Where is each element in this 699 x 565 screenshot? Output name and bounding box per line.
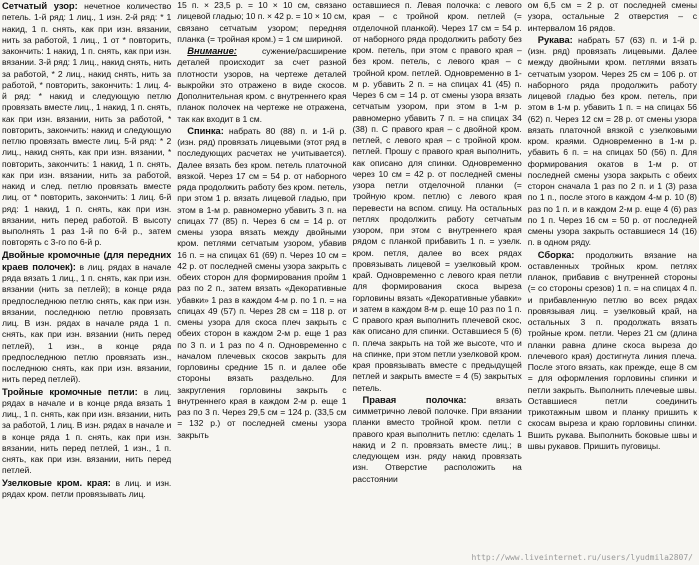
paragraph-text: в лиц. рядах в начале ряда вязать 1 лиц., 1 п. снять, как при изн. вязании (нить за петлей); в конце ряда предпоследнюю петлю снять, как при изн. вязании, последнюю петлю провязать лиц. В изн. рядах в начале ряда 1 п. снять, как при изн. вязании (нить перед петлей), 1 изн., в конце ряда предпоследнюю петлю провязать изн., последнюю снять, как при изн. вязании, нить перед петлей).: [2, 261, 172, 385]
text-column-2: [177, 0, 346, 565]
paragraph-text: сужение/расширение деталей происходит за счет разной плотности узоров, на чертеже деталей выкройки это отражено в виде скосов. Дополнительная кром. с внутреннего края планок полочек на чертеже не отражена, так как входит в 1 см.: [177, 46, 347, 124]
paragraph: [2, 477, 171, 501]
paragraph: [2, 249, 171, 386]
paragraph: [353, 0, 522, 394]
paragraph-text: нечетное количество петель. 1-й ряд: 1 лиц., 1 изн. 2-й ряд: * 1 накид, 1 п. снять, как при изн. вязании, нить за работой, 1 лиц., 1 от * повторить, закончить: 1 накид, 1 п. снять, как при изн. вязании. 3-й ряд: 1 лиц., накид снять, нить за работой, * 2 лиц., накид снять, нить за работой, * повторить, закончить: 1 лиц. 4-й ряд: * накид и следующую петлю провязать вместе лиц., 1 накид, 1 п. снять, как при изн. вязании, нить за работой, * повторить, закончить: накид и следующую петлю провязать вместе лиц. 5-й ряд: * 2 лиц., накид снять, как при изн. вязании, * повторить, закончить: 1 накид, 1 п. снять, как при изн. вязании, нить за работой, накид и след. петлю провязать вместе лиц. от * повторить, закончить: 1 лиц. 6-й ряд: 1 накид, 1 п. снять, как при изн. вязании, нить перед работой. В высоту выполнять 1 раз 1-й по 6-й р., затем повторять с 3-го по 6-й р.: [2, 1, 172, 248]
section-heading: Спинка:: [187, 124, 224, 136]
paragraph: [528, 0, 697, 34]
paragraph: [2, 386, 171, 477]
paragraph: [177, 125, 346, 441]
paragraph-text: в лиц. рядах в начале и в конце ряда вязать 1 лиц., 1 п. снять, как при изн. вязании, нить за работой, 1 лиц. В изн. рядах в начале и в конце ряда 1 п. снять, как при изн. вязании, нить перед петлей, 1 изн., 1 п. снять, как при изн. вязании, нить перед петлей.: [2, 386, 172, 476]
section-heading: Сетчатый узор:: [2, 0, 78, 11]
paragraph: [528, 249, 697, 453]
paragraph-text: 15 п. × 23,5 р. = 10 × 10 см, связано лицевой гладью; 10 п. × 42 р. = 10 × 10 см, связано сетчатым узором; передняя планка (= тройная кром.) = 1 см шириной.: [177, 0, 347, 44]
paragraph-text: набрать 57 (63) п. и 1-й р. (изн. ряд) провязать лицевыми. Далее между двойными кром. петлями вязать сетчатым узором. Через 25 см = 106 р. от наборного ряда продолжить работу лицевой гладью без кром. петель, при этом в 1-м р. убавить 1 п. = на спицах 56 (62) п. Через 12 см = 28 р. от смены узора вязать платочной вязкой с узелковыми кром. краями. Одновременно в 1-м р. убавить 6 п. = на спицах 50 (56) п. Для формирования окатов в 1-м р. от последней смены узора закрыть с обеих сторон сначала 1 раз по 2 п. и 1 (3) раза по 1 п., после этого в каждом 4-м р. 10 (8) раз по 1 п. и в каждом 2-м р. еще 4 (6) раз по 1 п. Через 16 см = 50 р. от последней смены узора закрыть оставшиеся 14 (16) п. в одном ряду.: [527, 34, 697, 248]
text-column-3: [353, 0, 522, 565]
paragraph: [177, 0, 346, 45]
paragraph-text: в лиц. и изн. рядах кром. петли провязывать лиц.: [2, 477, 172, 499]
section-heading: Двойные кромочные (для передних краев полочек):: [2, 248, 172, 272]
section-heading: Правая полочка:: [362, 393, 467, 405]
paragraph: [177, 45, 346, 125]
paragraph-text: оставшиеся п. Левая полочка: с левого края – с тройной кром. петлей (= отделочной планкой). Через 17 см = 54 р. от наборного ряда продолжить работу без кром. петель, при этом с правого края – без кром. петель, с левого края – с тройной кром. петлей. Одновременно в 1-м р. убавить 2 п. = на спицах 41 (45) п. Через 6 см = 14 р. от смены узора вязать сетчатым узором, при этом в 1-м р. равномерно убавить 7 п. = на спицах 34 (38) п. С правого края – с двойной кром. петлей, с левого края – с тройной кром. петлей. Прошу с правого края выполнить, как описано для спинки. Одновременно через 10 см = 42 р. от последней смены узора петли отделочной планки (= тройную кром. петлю) с левого края перевести на вспом. спицу. На остальных петлях продолжить работу сетчатым узором, при этом с внутреннего края рядом с планкой прибавить 1 п. = узелк. кром. петля, далее во всех рядах провязывать лицевой = узелковый кром. край. Одновременно с левого края петли для формирования скоса выреза горловины вязать «Декоративные убавки» и затем в каждом 8-м р. еще 10 раз по 1 п. С правого края выполнить плечевой скос, как описано для спинки. Оставшиеся 5 (6) п. плеча закрыть на той же высоте, что и на спинке, при этом петли узелковой кром. края провязывать вместе с предыдущей петлей и закрыть вместе = 4 (5) закрытых петель.: [352, 0, 522, 393]
paragraph-text: вязать симметрично левой полочке. При вязании планки вместо тройной кром. петли с правого края выполнить петлю: сделать 1 накид и 2 п. провязать вместе лиц.; в следующем изн. ряду накид провязать изн. Отверстие расположить на расстоянии: [352, 394, 522, 484]
section-heading: Рукава:: [537, 33, 573, 45]
section-heading: Сборка:: [537, 248, 575, 260]
paragraph-text: ом 6,5 см = 2 р. от последней смены узора, остальные 2 отверстия – с интервалом 16 рядов.: [527, 0, 697, 33]
watermark-url[interactable]: http://www.liveinternet.ru/users/lyudmila2807/: [471, 553, 693, 562]
section-heading: Тройные кромочные петли:: [2, 385, 138, 397]
text-column-4: [528, 0, 697, 565]
paragraph-text: набрать 80 (88) п. и 1-й р. (изн. ряд) провязать лицевыми (этот ряд в последующих расчетах не учитывается). Далее вязать без кром. петель платочной вязкой. Через 17 см = 54 р. от наборного ряда продолжить работу без кром. петель, при этом 1 р. вязать лицевой гладью, при этом в 1-м р. равномерно убавить 3 п. на спицах 77 (85) п. Через 6 см = 14 р. от смены узора вязать между двойными кром. петлями сетчатым узором, убавив 16 п. = на спицах 61 (69) п. Через 10 см = 42 р. от последней смены узора закрыть с обеих сторон для формирования пройм 1 раз по 2 п., затем вязать «Декоративные убавки» 1 раз в каждом 4-м р. по 1 п. = на спицах 49 (57) п. Через 28 см = 118 р. от смены узора для скоса плеч закрыть с обеих сторон в каждом 2-м р. еще 1 раз по 3 п. и 1 раз по 4 п. Одновременно с началом плечевых скосов закрыть для горловины средние 15 п. и далее обе стороны вязать раздельно. Для закругления горловины закрыть с внутреннего края в каждом 2-м р. еще 1 раз по 3 п. Через 29,5 см = 124 р. (33,5 см = 132 р.) от последней смены узора закрыть: [177, 125, 347, 440]
paragraph: [2, 0, 171, 249]
section-heading: Внимание:: [187, 45, 237, 56]
section-heading: Узелковые кром. края:: [2, 476, 111, 488]
paragraph-text: продолжить вязание на оставленных тройных кром. петлях планок, прибавив с внутренней стороны (= со стороны срезов) 1 п. = на спицах 4 п. и прибавленную петлю во всех рядах провязывая лиц. = узелковый край, на остальных 3 п. продолжать вязать тройные кром. петли. Через 21 см (длина планки равна длине скоса выреза до плечевого края) достигнута линия плеча. После этого вязать, как прежде, еще 8 см = для оформления горловины спинки и петли закрыть. Выполнить плечевые швы. Оставшиеся петли соединить трикотажным швом и планку пришить к скосам выреза и краю горловины спинки. Вшить рукава. Выполнить боковые швы и швы рукавов. Пришить пуговицы.: [527, 249, 697, 451]
paragraph: [353, 394, 522, 485]
paragraph: [528, 34, 697, 249]
text-column-1: [2, 0, 171, 565]
